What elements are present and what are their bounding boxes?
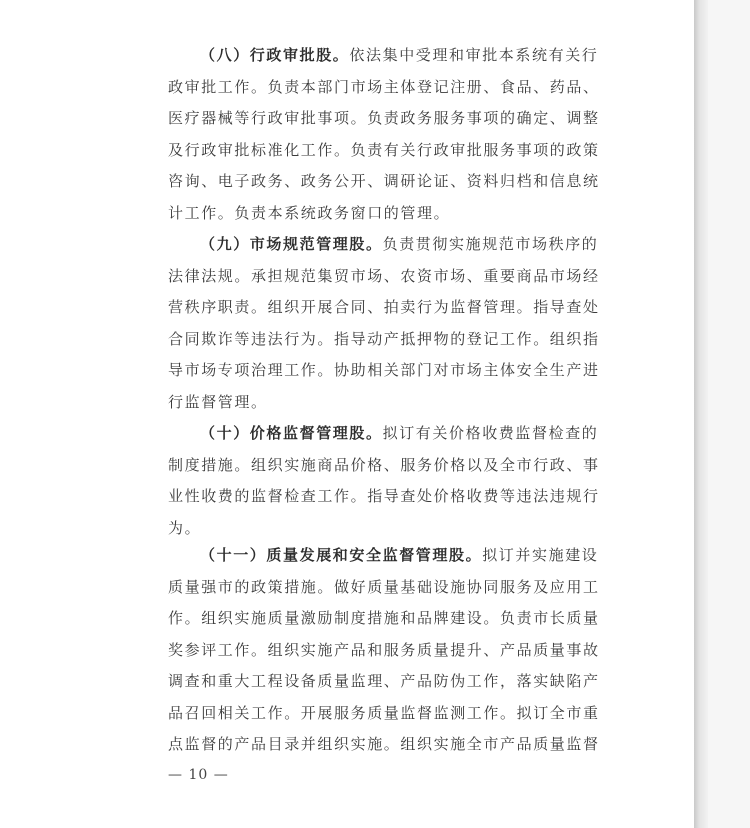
page-edge-shadow <box>694 0 708 828</box>
section-administrative-approval <box>168 40 608 229</box>
page-number: — 10 — <box>168 767 229 783</box>
paragraph-first-line <box>168 418 608 450</box>
section-heading: （八）行政审批股。 <box>200 46 350 64</box>
section-heading: （九）市场规范管理股。 <box>200 235 383 253</box>
paragraph-line: 制度措施。组织实施商品价格、服务价格以及全市行政、事 <box>168 455 600 474</box>
paragraph-line: 合同欺诈等违法行为。指导动产抵押物的登记工作。组织指 <box>168 329 600 348</box>
paragraph-text: 拟订并实施建设 <box>482 546 599 564</box>
paragraph-line: 质量强市的政策措施。做好质量基础设施协同服务及应用工 <box>168 577 600 596</box>
paragraph-line: 法律法规。承担规范集贸市场、农资市场、重要商品市场经 <box>168 266 600 285</box>
paragraph-line: 营秩序职责。组织开展合同、拍卖行为监督管理。指导查处 <box>168 298 600 316</box>
paragraph-line: 及行政审批标准化工作。负责有关行政审批服务事项的政策 <box>168 140 600 159</box>
paragraph-line: 咨询、电子政务、政务公开、调研论证、资料归档和信息统 <box>168 172 600 190</box>
paragraph-line: 业性收费的监督检查工作。指导查处价格收费等违法违规行 <box>168 487 600 505</box>
paragraph-text: 负责贯彻实施规范市场秩序的 <box>382 235 599 253</box>
paragraph-text: 拟订有关价格收费监督检查的 <box>382 424 599 442</box>
paragraph-line: 奖参评工作。组织实施产品和服务质量提升、产品质量事故 <box>168 640 600 659</box>
section-market-regulation <box>168 229 608 418</box>
paragraph-text: 依法集中受理和审批本系统有关行 <box>349 46 599 64</box>
section-heading: （十）价格监督管理股。 <box>200 424 383 442</box>
paragraph-first-line <box>168 540 608 572</box>
paragraph-line: 行监督管理。 <box>168 392 268 411</box>
paragraph-line: 作。组织实施质量激励制度措施和品牌建设。负责市长质量 <box>168 609 600 627</box>
paragraph-line: 医疗器械等行政审批事项。负责政务服务事项的确定、调整 <box>168 109 600 127</box>
paragraph-first-line <box>168 229 608 261</box>
paragraph-line: 为。 <box>168 518 202 537</box>
paragraph-line: 点监督的产品目录并组织实施。组织实施全市产品质量监督 <box>168 735 600 753</box>
section-heading: （十一）质量发展和安全监督管理股。 <box>200 546 483 564</box>
paragraph-line: 政审批工作。负责本部门市场主体登记注册、食品、药品、 <box>168 77 600 96</box>
section-quality-safety <box>168 540 608 761</box>
paragraph-line: 调查和重大工程设备质量监理、产品防伪工作，落实缺陷产 <box>168 672 600 690</box>
paragraph-line: 导市场专项治理工作。协助相关部门对市场主体安全生产进 <box>168 361 600 379</box>
paragraph-line: 品召回相关工作。开展服务质量监督监测工作。拟订全市重 <box>168 703 600 722</box>
paragraph-line: 计工作。负责本系统政务窗口的管理。 <box>168 203 451 222</box>
paragraph-first-line <box>168 40 608 72</box>
section-price-supervision <box>168 418 608 544</box>
